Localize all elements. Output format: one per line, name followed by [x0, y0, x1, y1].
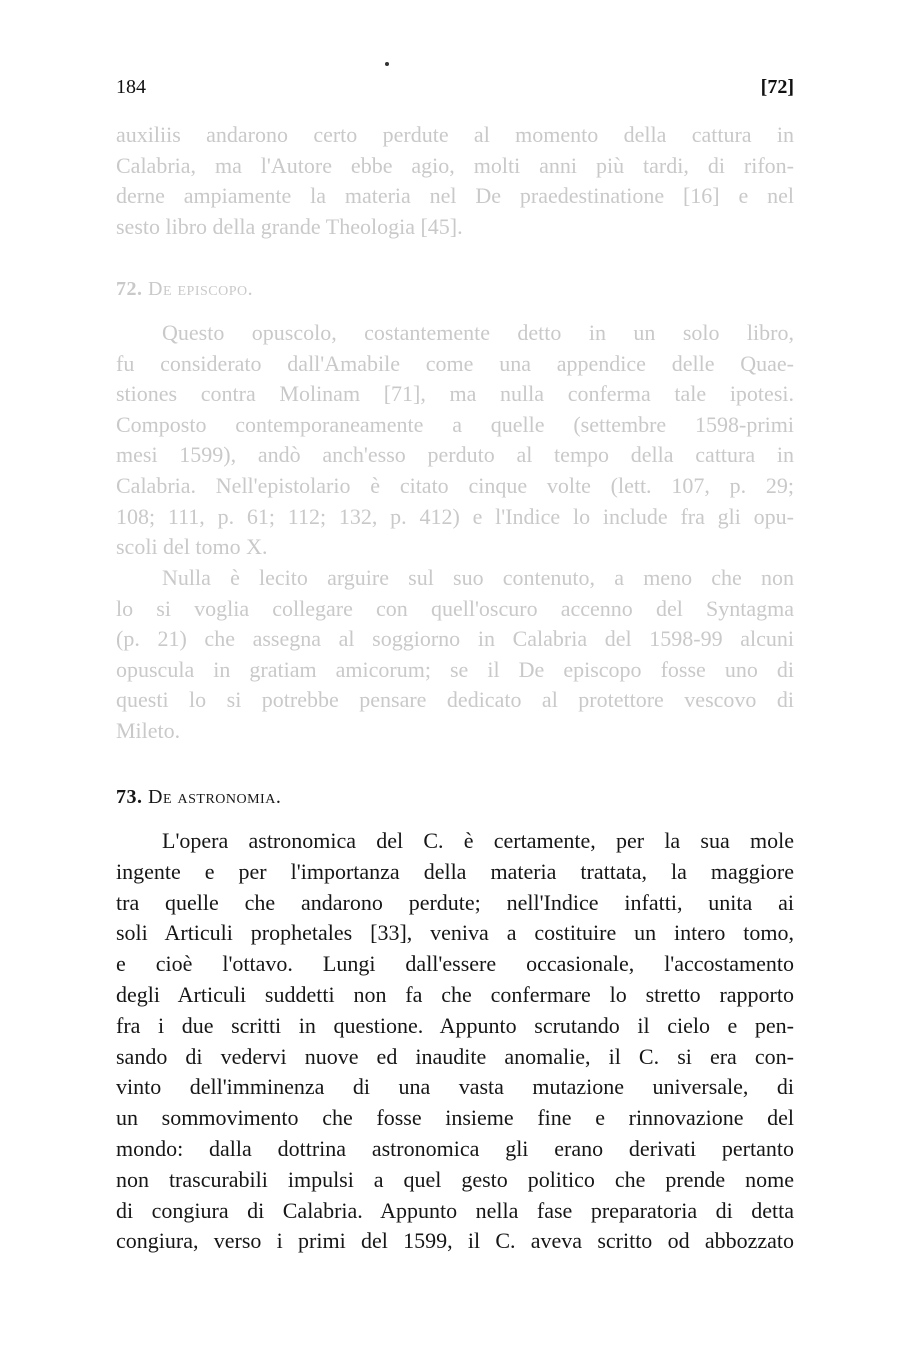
text-line: mesi 1599), andò anch'esso perduto al tempo della cattura in	[116, 442, 794, 468]
text-line: fu considerato dall'Amabile come una appendice delle Quae-	[116, 350, 794, 376]
text-line: auxiliis andarono certo perdute al momento della cattura in	[116, 122, 794, 147]
section-number: 72.	[116, 278, 143, 300]
text-line: questi lo si potrebbe pensare dedicato al protettore vescovo di	[116, 687, 794, 713]
text-line: fra i due scritti in questione. Appunto scrutando il cielo e pen-	[116, 1012, 794, 1038]
text-line: Questo opuscolo, costantemente detto in un solo libro,	[162, 320, 794, 345]
text-line: lo si voglia collegare con quell'oscuro accenno del Syntagma	[116, 595, 794, 621]
text-line: opuscula in gratiam amicorum; se il De episcopo fosse uno di	[116, 656, 794, 682]
section-72-heading	[116, 278, 253, 301]
text-line: mondo: dalla dottrina astronomica gli erano derivati pertanto	[116, 1135, 794, 1161]
text-line: sesto libro della grande Theologia [45].	[116, 213, 463, 239]
text-line: vinto dell'imminenza di una vasta mutazione universale, di	[116, 1074, 794, 1100]
section-73-heading	[116, 786, 281, 809]
text-line: e cioè l'ottavo. Lungi dall'essere occasionale, l'accostamento	[116, 951, 794, 977]
section-72-paragraph-1	[116, 318, 794, 563]
text-line: derne ampiamente la materia nel De praedestinatione [16] e nel	[116, 183, 794, 209]
text-line: Mileto.	[116, 717, 181, 743]
section-title: De astronomia.	[148, 786, 282, 808]
text-line: non trascurabili impulsi a quel gesto politico che prende nome	[116, 1166, 794, 1192]
running-header	[116, 76, 794, 99]
text-line: stiones contra Molinam [71], ma nulla conferma tale ipotesi.	[116, 381, 794, 407]
text-line: Calabria, ma l'Autore ebbe agio, molti anni più tardi, di rifon-	[116, 152, 794, 178]
text-line: Calabria. Nell'epistolario è citato cinque volte (lett. 107, p. 29;	[116, 472, 794, 498]
section-title: De episcopo.	[148, 278, 254, 300]
text-line: Nulla è lecito arguire sul suo contenuto, a meno che non	[162, 565, 794, 590]
section-reference: [72]	[760, 76, 794, 98]
text-line: tra quelle che andarono perdute; nell'Indice infatti, unita ai	[116, 889, 794, 915]
section-72-paragraph-2	[116, 563, 794, 747]
section-number: 73.	[116, 786, 143, 808]
page-number: 184	[116, 76, 146, 98]
text-line: scoli del tomo X.	[116, 534, 268, 560]
text-line: degli Articuli suddetti non fa che confermare lo stretto rapporto	[116, 981, 794, 1007]
section-73-paragraph-1	[116, 826, 794, 1257]
text-line: soli Articuli prophetales [33], veniva a costituire un intero tomo,	[116, 920, 794, 946]
ink-speck	[385, 62, 389, 66]
text-line: L'opera astronomica del C. è certamente, per la sua mole	[162, 828, 794, 853]
text-line: (p. 21) che assegna al soggiorno in Calabria del 1598-99 alcuni	[116, 626, 794, 652]
text-line: congiura, verso i primi del 1599, il C. aveva scritto od abbozzato	[116, 1228, 794, 1254]
text-line: 108; 111, p. 61; 112; 132, p. 412) e l'Indice lo include fra gli opu-	[116, 503, 794, 529]
text-line: sando di vedervi nuove ed inaudite anomalie, il C. si era con-	[116, 1043, 794, 1069]
text-line: di congiura di Calabria. Appunto nella fase preparatoria di detta	[116, 1197, 794, 1223]
text-line: ingente e per l'importanza della materia trattata, la maggiore	[116, 858, 794, 884]
text-line: un sommovimento che fosse insieme fine e rinnovazione del	[116, 1105, 794, 1131]
text-line: Composto contemporaneamente a quelle (settembre 1598-primi	[116, 411, 794, 437]
previous-section-text	[116, 120, 794, 242]
